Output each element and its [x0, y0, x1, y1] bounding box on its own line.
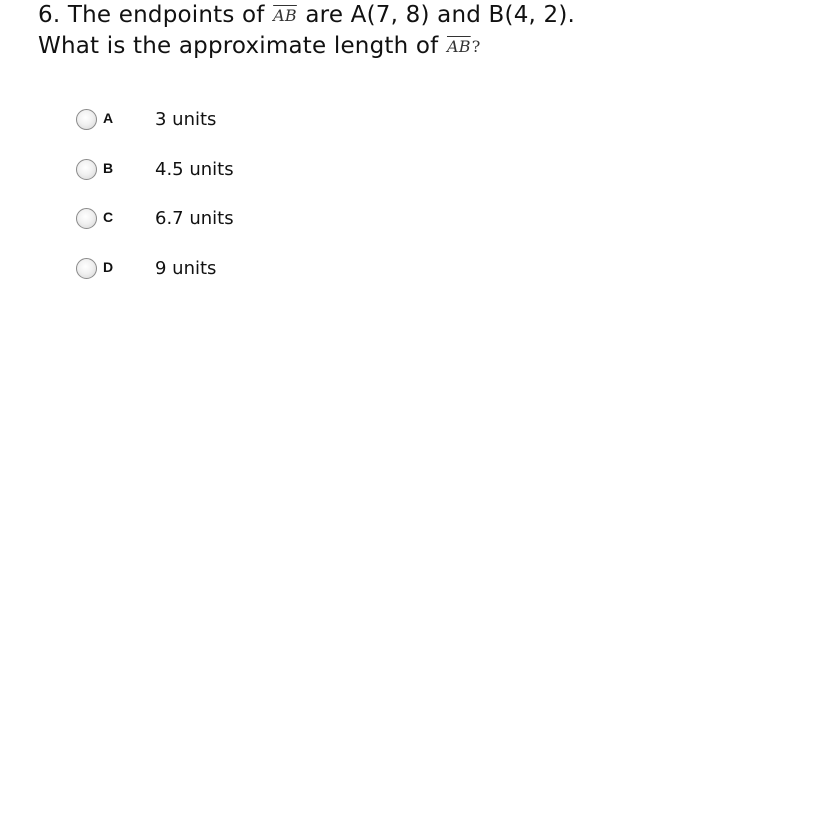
choice-letter-d: D	[103, 259, 114, 275]
choice-d[interactable]	[76, 258, 316, 284]
question-mark: ?	[471, 37, 481, 56]
radio-button-c[interactable]	[76, 208, 97, 229]
radio-button-b[interactable]	[76, 159, 97, 180]
question-line-2	[38, 31, 575, 62]
choice-c[interactable]	[76, 208, 316, 234]
radio-button-a[interactable]	[76, 109, 97, 130]
segment-ab-label: $\overline{AB}$	[273, 6, 297, 25]
question-text-part-3: What is the approximate length of	[38, 33, 439, 59]
segment-ab-label-2: $\overline{AB}$	[446, 37, 471, 56]
choice-letter-b: B	[103, 160, 114, 176]
radio-button-d[interactable]	[76, 258, 97, 279]
question-number: 6.	[38, 2, 61, 28]
choice-text-b[interactable]: 4.5 units	[155, 159, 234, 180]
question-text	[38, 0, 575, 62]
question-text-part-2: are A(7, 8) and B(4, 2).	[305, 2, 576, 28]
choice-letter-a: A	[103, 110, 114, 126]
question-line-1	[38, 0, 575, 31]
choice-b[interactable]	[76, 159, 316, 185]
choice-letter-c: C	[103, 209, 114, 225]
choice-a[interactable]	[76, 109, 316, 135]
choice-text-a[interactable]: 3 units	[155, 109, 217, 130]
question-text-part-1: The endpoints of	[67, 2, 265, 28]
choice-text-d[interactable]: 9 units	[155, 258, 217, 279]
choice-text-c[interactable]: 6.7 units	[155, 208, 234, 229]
